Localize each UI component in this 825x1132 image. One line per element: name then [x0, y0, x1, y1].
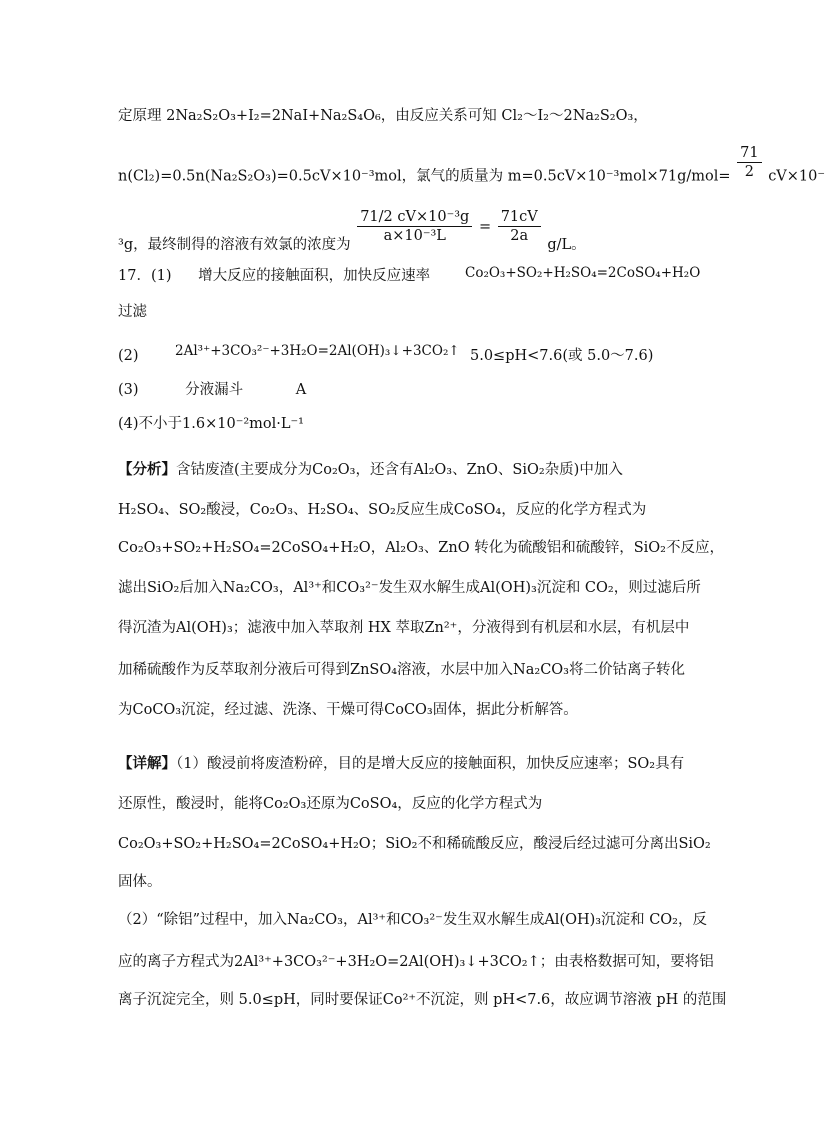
answer-17-2-equation: 2Al³⁺+3CO₃²⁻+3H₂O=2Al(OH)₃↓+3CO₂↑	[175, 343, 460, 359]
fraction-71-over-2: $\frac{71}{2}$	[737, 144, 761, 181]
detail-line-6: 应的离子方程式为2Al³⁺+3CO₃²⁻+3H₂O=2Al(OH)₃↓+3CO₂↑；由表格数据可知，要将铝	[118, 954, 714, 970]
analysis-line-5: 得沉渣为Al(OH)₃；滤液中加入萃取剂 HX 萃取Zn²⁺，分液得到有机层和水层，有机层中	[118, 620, 690, 636]
answer-17-3: (3) 分液漏斗 A	[118, 382, 307, 398]
chlorine-mass-text: n(Cl₂)=0.5n(Na₂S₂O₃)=0.5cV×10⁻³mol，氯气的质量为 m=0.5cV×10⁻³mol×71g/mol=	[118, 168, 731, 185]
analysis-line-6: 加稀硫酸作为反萃取剂分液后可得到ZnSO₄溶液，水层中加入Na₂CO₃将二价钴离子转化	[118, 662, 685, 678]
detail-line-1: 【详解】（1）酸浸前将废渣粉碎，目的是增大反应的接触面积，加快反应速率；SO₂具有	[118, 755, 685, 772]
detail-line-2: 还原性，酸浸时，能将Co₂O₃还原为CoSO₄，反应的化学方程式为	[118, 796, 543, 812]
intro-line-1: 定原理 2Na₂S₂O₃+I₂=2NaI+Na₂S₄O₆，由反应关系可知 Cl₂～I₂～2Na₂S₂O₃，	[118, 108, 648, 124]
answer-17-4: (4)不小于1.6×10⁻²mol·L⁻¹	[118, 416, 304, 432]
detail-tag: 【详解】	[118, 755, 176, 772]
analysis-line-3: Co₂O₃+SO₂+H₂SO₄=2CoSO₄+H₂O，Al₂O₃、ZnO 转化为硫酸铝和硫酸锌，SiO₂不反应，	[118, 540, 724, 556]
answer-17-1: 17．(1) 增大反应的接触面积，加快反应速率	[118, 268, 431, 284]
analysis-line-2: H₂SO₄、SO₂酸浸，Co₂O₃、H₂SO₄、SO₂反应生成CoSO₄，反应的化学方程式为	[118, 502, 647, 518]
intro-line-3: ³g，最终制得的溶液有效氯的浓度为 $\frac{\text{71/2 cV×10⁻³g}}{\text{a×10⁻³L}}$ = $\frac{71cV}{2a}$ g/L。	[118, 209, 586, 253]
answer-17-2-range: 5.0≤pH<7.6(或 5.0～7.6)	[470, 348, 654, 364]
intro-line-2: n(Cl₂)=0.5n(Na₂S₂O₃)=0.5cV×10⁻³mol，氯气的质量为 m=0.5cV×10⁻³mol×71g/mol= $\frac{71}{2}$ cV×10⁻	[118, 145, 825, 185]
detail-line-5: （2）“除铝”过程中，加入Na₂CO₃，Al³⁺和CO₃²⁻发生双水解生成Al(OH)₃沉淀和 CO₂，反	[118, 912, 707, 928]
detail-line-7: 离子沉淀完全，则 5.0≤pH，同时要保证Co²⁺不沉淀，则 pH<7.6，故应调节溶液 pH 的范围	[118, 992, 727, 1008]
analysis-line-7: 为CoCO₃沉淀，经过滤、洗涤、干燥可得CoCO₃固体，据此分析解答。	[118, 702, 578, 718]
analysis-line-4: 滤出SiO₂后加入Na₂CO₃，Al³⁺和CO₃²⁻发生双水解生成Al(OH)₃沉淀和 CO₂，则过滤后所	[118, 580, 701, 596]
answer-17-1-extra: 过滤	[118, 304, 147, 320]
answer-17-2-label: (2)	[118, 348, 139, 364]
concentration-fraction: $\frac{\text{71/2 cV×10⁻³g}}{\text{a×10⁻³L}}$	[357, 208, 472, 245]
answer-17-1-equation: Co₂O₃+SO₂+H₂SO₄=2CoSO₄+H₂O	[465, 265, 701, 281]
detail-line-4: 固体。	[118, 874, 162, 890]
result-fraction: $\frac{71cV}{2a}$	[498, 208, 541, 245]
analysis-line-1: 【分析】含钴废渣(主要成分为Co₂O₃，还含有Al₂O₃、ZnO、SiO₂杂质)中加入	[118, 461, 623, 478]
analysis-tag: 【分析】	[118, 461, 176, 478]
detail-line-3: Co₂O₃+SO₂+H₂SO₄=2CoSO₄+H₂O；SiO₂不和稀硫酸反应，酸浸后经过滤可分离出SiO₂	[118, 836, 711, 852]
